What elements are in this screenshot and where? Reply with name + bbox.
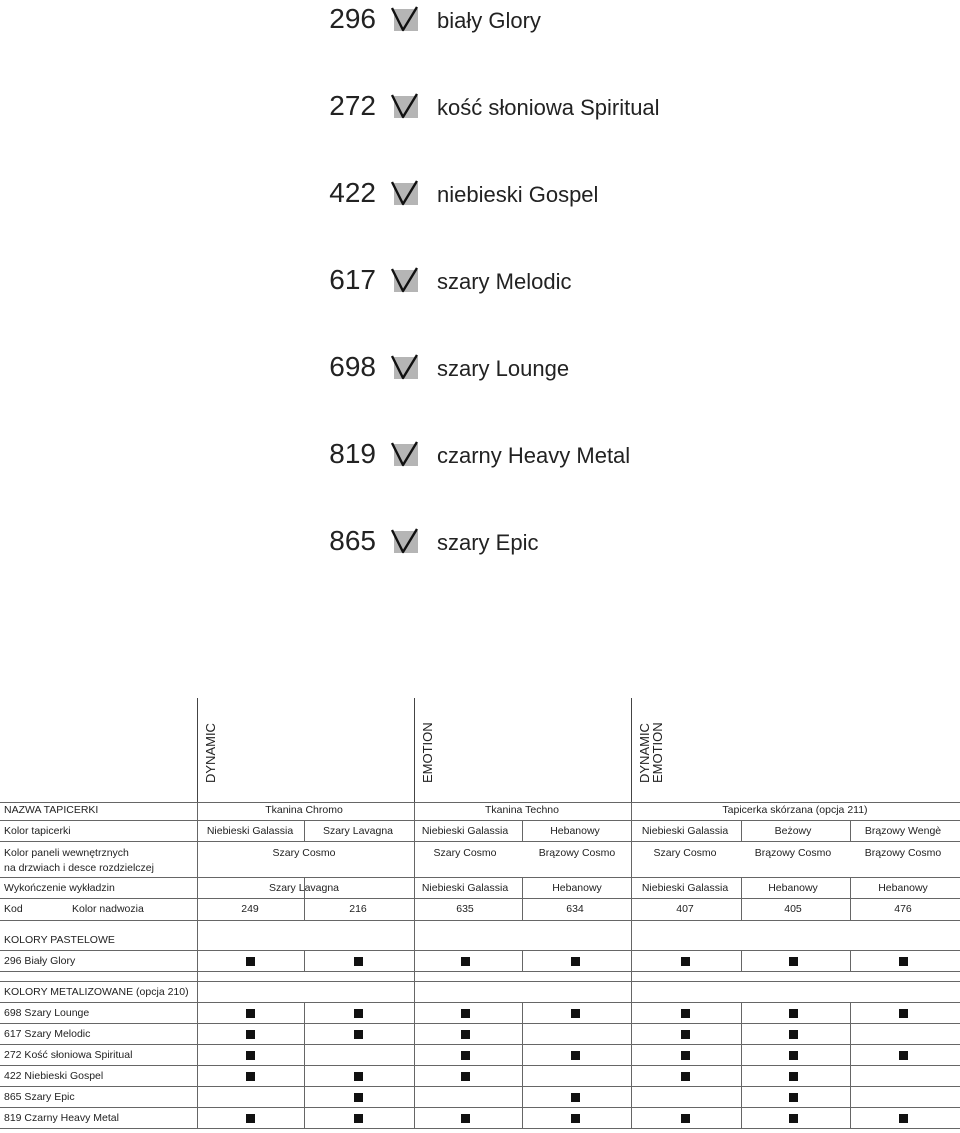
availability-mark: [899, 1114, 908, 1123]
row-divider: [0, 1002, 960, 1003]
swatch-name: kość słoniowa Spiritual: [437, 95, 660, 120]
upholstery-color-value: Niebieski Galassia: [641, 825, 729, 837]
availability-mark: [789, 1030, 798, 1039]
swatch-row: [0, 350, 960, 390]
swatch-code: 272: [329, 90, 376, 121]
panel-color-value: Brązowy Cosmo: [754, 847, 832, 859]
upholstery-group-label: Tkanina Techno: [485, 804, 559, 816]
swatch-code: 617: [329, 264, 376, 295]
row-divider: [0, 1107, 960, 1108]
upholstery-name-label: NAZWA TAPICERKI: [4, 804, 99, 816]
carpet-finish-label: Wykończenie wykładzin: [4, 882, 115, 894]
swatch-name: szary Melodic: [437, 269, 572, 294]
swatch-row: [0, 263, 960, 303]
model-label: EMOTION: [650, 722, 665, 783]
row-divider: [0, 1044, 960, 1045]
carpet-finish-value: Hebanowy: [768, 882, 818, 894]
metallic-colors-header: KOLORY METALIZOWANE (opcja 210): [4, 986, 189, 998]
swatch-code: 698: [329, 351, 376, 382]
swatch-name: szary Lounge: [437, 356, 570, 381]
upholstery-color-value: Szary Lavagna: [322, 825, 394, 837]
availability-mark: [354, 1093, 363, 1102]
row-divider: [0, 898, 960, 899]
column-divider: [522, 1002, 523, 1128]
model-divider: [631, 698, 632, 802]
panel-color-value: Szary Cosmo: [433, 847, 497, 859]
availability-mark: [899, 1009, 908, 1018]
swatch-name: szary Epic: [437, 530, 539, 555]
swatch-row: [0, 2, 960, 42]
upholstery-color-value: Beżowy: [774, 825, 812, 837]
panel-color-value: Brązowy Cosmo: [864, 847, 942, 859]
check-mark-swatch-icon: [391, 441, 419, 467]
swatch-code: 422: [329, 177, 376, 208]
model-divider: [414, 698, 415, 802]
swatch-row: [0, 524, 960, 564]
model-label: EMOTION: [420, 722, 435, 783]
metallic-color-row-label: 698 Szary Lounge: [4, 1007, 90, 1019]
check-mark-swatch-icon: [391, 93, 419, 119]
upholstery-color-value: Niebieski Galassia: [206, 825, 294, 837]
row-divider: [0, 1086, 960, 1087]
row-divider: [0, 802, 960, 803]
check-mark-swatch-icon: [391, 528, 419, 554]
availability-mark: [461, 1051, 470, 1060]
row-divider: [0, 1128, 960, 1129]
availability-mark: [246, 1114, 255, 1123]
column-divider: [304, 950, 305, 971]
check-mark-swatch-icon: [391, 6, 419, 32]
availability-mark: [354, 1114, 363, 1123]
row-divider: [0, 841, 960, 842]
availability-mark: [789, 1114, 798, 1123]
row-divider: [0, 1023, 960, 1024]
metallic-color-row-label: 819 Czarny Heavy Metal: [4, 1112, 119, 1124]
carpet-finish-value: Hebanowy: [878, 882, 928, 894]
body-color-code: 634: [566, 903, 584, 915]
check-mark-swatch-icon: [391, 354, 419, 380]
panel-color-value: Szary Cosmo: [272, 847, 336, 859]
column-divider: [741, 950, 742, 971]
availability-mark: [461, 1009, 470, 1018]
swatch-code: 865: [329, 525, 376, 556]
availability-mark: [246, 1072, 255, 1081]
swatch-name: niebieski Gospel: [437, 182, 599, 207]
availability-mark: [789, 957, 798, 966]
availability-mark: [789, 1093, 798, 1102]
body-color-code: 405: [784, 903, 802, 915]
code-label: Kod: [4, 903, 23, 915]
panel-color-label-line2: na drzwiach i desce rozdzielczej: [4, 862, 154, 874]
availability-mark: [899, 957, 908, 966]
row-divider: [0, 820, 960, 821]
check-mark-swatch-icon: [391, 267, 419, 293]
model-divider: [197, 698, 198, 802]
swatch-code: 296: [329, 3, 376, 34]
availability-mark: [354, 1072, 363, 1081]
check-mark-swatch-icon: [391, 180, 419, 206]
body-color-code: 249: [241, 903, 259, 915]
model-label: DYNAMIC: [637, 723, 652, 783]
availability-mark: [571, 957, 580, 966]
metallic-color-row-label: 617 Szary Melodic: [4, 1028, 91, 1040]
carpet-finish-value: Hebanowy: [552, 882, 602, 894]
carpet-finish-value: Niebieski Galassia: [421, 882, 509, 894]
availability-mark: [571, 1114, 580, 1123]
panel-color-label: Kolor paneli wewnętrznych: [4, 847, 129, 859]
availability-mark: [461, 1114, 470, 1123]
panel-color-value: Brązowy Cosmo: [538, 847, 616, 859]
availability-mark: [246, 1009, 255, 1018]
carpet-finish-value: Niebieski Galassia: [641, 882, 729, 894]
swatch-row: [0, 89, 960, 129]
availability-mark: [681, 1114, 690, 1123]
row-divider: [0, 1065, 960, 1066]
availability-mark: [354, 1030, 363, 1039]
upholstery-group-label: Tapicerka skórzana (opcja 211): [722, 804, 868, 816]
availability-mark: [681, 1072, 690, 1081]
swatch-name: biały Glory: [437, 8, 541, 33]
row-divider: [0, 920, 960, 921]
row-divider: [0, 971, 960, 972]
row-divider: [0, 981, 960, 982]
pastel-colors-header: KOLORY PASTELOWE: [4, 934, 115, 946]
carpet-finish-value: Szary Lavagna: [268, 882, 340, 894]
availability-mark: [681, 1030, 690, 1039]
availability-mark: [354, 1009, 363, 1018]
availability-mark: [681, 1051, 690, 1060]
metallic-color-row-label: 422 Niebieski Gospel: [4, 1070, 104, 1082]
availability-mark: [246, 957, 255, 966]
column-divider: [197, 802, 198, 1128]
panel-color-value: Szary Cosmo: [653, 847, 717, 859]
upholstery-color-label: Kolor tapicerki: [4, 825, 71, 837]
row-divider: [0, 950, 960, 951]
availability-mark: [681, 1009, 690, 1018]
availability-mark: [899, 1051, 908, 1060]
availability-mark: [571, 1051, 580, 1060]
metallic-color-row-label: 272 Kość słoniowa Spiritual: [4, 1049, 133, 1061]
swatch-row: [0, 437, 960, 477]
column-divider: [304, 1002, 305, 1128]
metallic-color-row-label: 865 Szary Epic: [4, 1091, 75, 1103]
row-divider: [0, 877, 960, 878]
availability-mark: [571, 1009, 580, 1018]
availability-mark: [461, 1072, 470, 1081]
column-divider: [850, 950, 851, 971]
column-divider: [741, 1002, 742, 1128]
upholstery-color-value: Brązowy Wengè: [864, 825, 942, 837]
availability-mark: [246, 1051, 255, 1060]
availability-mark: [246, 1030, 255, 1039]
swatch-name: czarny Heavy Metal: [437, 443, 631, 468]
upholstery-group-label: Tkanina Chromo: [265, 804, 343, 816]
swatch-row: [0, 176, 960, 216]
availability-mark: [681, 957, 690, 966]
body-color-code: 216: [349, 903, 367, 915]
availability-mark: [789, 1009, 798, 1018]
body-color-code: 635: [456, 903, 474, 915]
column-divider: [522, 950, 523, 971]
body-color-code: 407: [676, 903, 694, 915]
swatch-code: 819: [329, 438, 376, 469]
model-label: DYNAMIC: [203, 723, 218, 783]
availability-mark: [789, 1051, 798, 1060]
body-color-label: Kolor nadwozia: [72, 903, 144, 915]
availability-mark: [571, 1093, 580, 1102]
upholstery-color-value: Niebieski Galassia: [421, 825, 509, 837]
upholstery-color-value: Hebanowy: [550, 825, 600, 837]
body-color-code: 476: [894, 903, 912, 915]
availability-mark: [354, 957, 363, 966]
column-divider: [850, 1002, 851, 1128]
availability-mark: [461, 957, 470, 966]
pastel-color-row-label: 296 Biały Glory: [4, 955, 76, 967]
availability-mark: [789, 1072, 798, 1081]
availability-mark: [461, 1030, 470, 1039]
